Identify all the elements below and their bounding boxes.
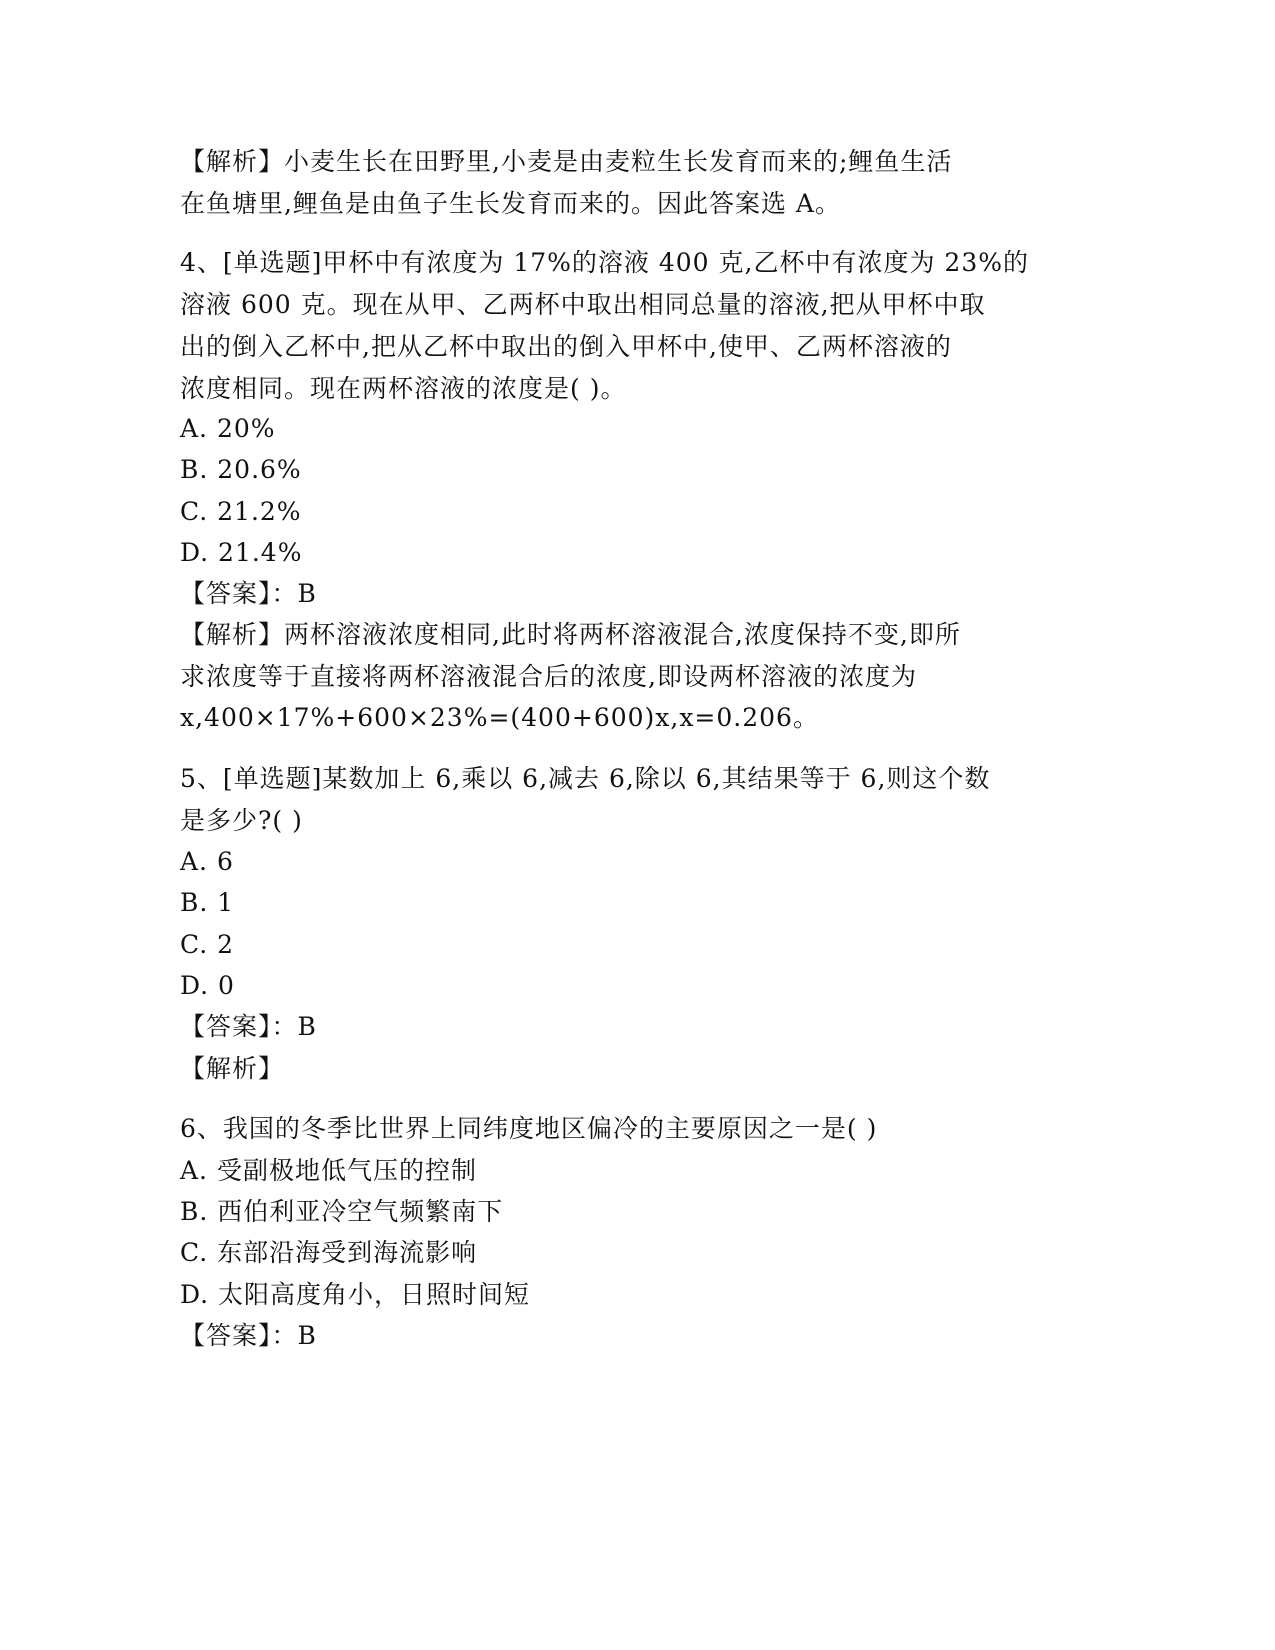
q6-option-c: C. 东部沿海受到海流影响 <box>180 1238 478 1267</box>
q4-option-d: D. 21.4% <box>180 538 303 567</box>
q4-stem-line-2: 溶液 600 克。现在从甲、乙两杯中取出相同总量的溶液,把从甲杯中取 <box>180 290 986 319</box>
q4-option-a: A. 20% <box>180 414 276 443</box>
q5-analysis: 【解析】 <box>180 1054 285 1083</box>
q6-option-b: B. 西伯利亚冷空气频繁南下 <box>180 1197 504 1226</box>
q4-stem-line-1: 4、[单选题]甲杯中有浓度为 17%的溶液 400 克,乙杯中有浓度为 23%的 <box>180 248 1029 277</box>
q5-option-c: C. 2 <box>180 930 235 959</box>
q5-option-a: A. 6 <box>180 847 234 876</box>
q4-analysis-line-2: 求浓度等于直接将两杯溶液混合后的浓度,即设两杯溶液的浓度为 <box>180 662 917 691</box>
q5-stem-line-1: 5、[单选题]某数加上 6,乘以 6,减去 6,除以 6,其结果等于 6,则这个数 <box>180 764 991 793</box>
q6-answer: 【答案】：B <box>180 1321 317 1350</box>
q6-option-d: D. 太阳高度角小，日照时间短 <box>180 1280 531 1309</box>
q6-option-a: A. 受副极地低气压的控制 <box>180 1156 477 1185</box>
q3-analysis-line-1: 【解析】小麦生长在田野里,小麦是由麦粒生长发育而来的;鲤鱼生活 <box>180 147 953 176</box>
q6-stem-line-1: 6、我国的冬季比世界上同纬度地区偏冷的主要原因之一是( ) <box>180 1114 878 1143</box>
q4-stem-line-3: 出的倒入乙杯中,把从乙杯中取出的倒入甲杯中,使甲、乙两杯溶液的 <box>180 332 952 361</box>
q5-stem-line-2: 是多少?( ) <box>180 806 303 835</box>
q4-analysis-line-3: x,400×17%+600×23%=(400+600)x,x=0.206。 <box>180 703 819 732</box>
q5-option-b: B. 1 <box>180 888 235 917</box>
q5-option-d: D. 0 <box>180 971 235 1000</box>
q4-option-b: B. 20.6% <box>180 455 302 484</box>
q3-analysis-line-2: 在鱼塘里,鲤鱼是由鱼子生长发育而来的。因此答案选 A。 <box>180 189 841 218</box>
q5-answer: 【答案】：B <box>180 1012 317 1041</box>
q4-answer: 【答案】：B <box>180 579 317 608</box>
q4-stem-line-4: 浓度相同。现在两杯溶液的浓度是( )。 <box>180 374 627 403</box>
q4-option-c: C. 21.2% <box>180 497 302 526</box>
q4-analysis-line-1: 【解析】两杯溶液浓度相同,此时将两杯溶液混合,浓度保持不变,即所 <box>180 620 961 649</box>
